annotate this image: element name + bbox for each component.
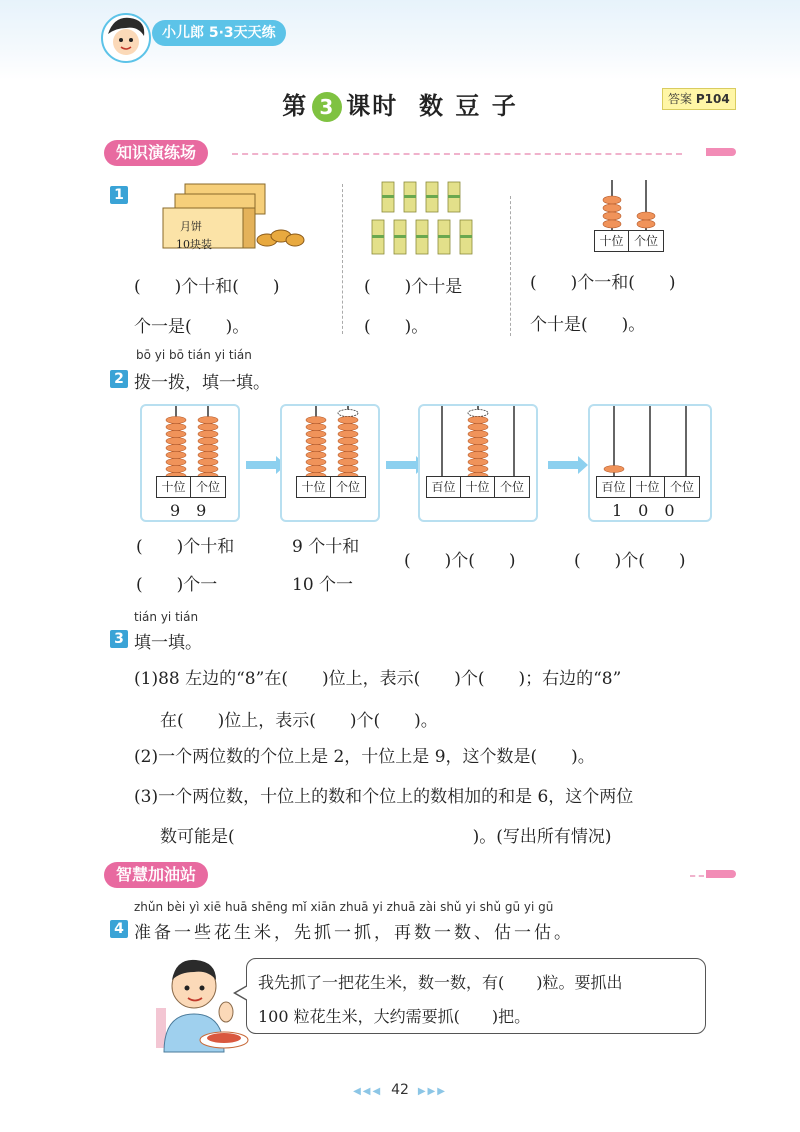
pencil-icon — [706, 148, 736, 156]
page-number: 42 — [391, 1082, 409, 1098]
place-label: 十位 — [157, 477, 191, 497]
place-label: 个位 — [195, 480, 220, 494]
bubble-line1: 我先抓了一把花生米，数一数，有( )粒。要抓出 — [258, 973, 623, 992]
place-label: 个位 — [633, 234, 658, 248]
place-label: 十位 — [595, 231, 629, 251]
q3-sub1-line2: 在( )位上，表示( )个( )。 — [160, 711, 438, 731]
place-value-box — [426, 476, 530, 498]
box-label-1: 月饼 — [180, 220, 202, 233]
left-arrows-icon: ◀◀◀ — [353, 1086, 383, 1097]
q3-pinyin: tián yi tián — [134, 610, 199, 624]
abacus-beads — [596, 406, 704, 476]
title-prefix: 第 — [282, 92, 309, 120]
title-suffix: 课时 — [346, 92, 399, 120]
q2-answer4: ( )个( ) — [574, 551, 686, 571]
answer-page-tag[interactable] — [662, 88, 736, 110]
place-value-box — [594, 230, 664, 252]
stick-bundles-illustration — [368, 180, 488, 260]
brand-label: 小儿郎 5·3天天练 — [152, 20, 286, 46]
question-number: 1 — [110, 186, 128, 204]
section-divider — [232, 153, 682, 155]
boy-with-peanuts-illustration — [150, 948, 250, 1056]
q1a-line2: 个一是( )。 — [134, 317, 250, 337]
answer-label: 答案 — [668, 92, 693, 106]
place-label: 十位 — [297, 477, 331, 497]
q3-sub1-line1: (1)88 左边的“8”在( )位上，表示( )个( )；右边的“8” — [134, 669, 622, 689]
arrow-right-icon — [548, 461, 578, 469]
place-value-box — [156, 476, 226, 498]
question-number: 2 — [110, 370, 128, 388]
place-label: 百位 — [597, 477, 631, 497]
section-divider — [690, 875, 704, 877]
q2-text: 拨一拨，填一填。 — [134, 373, 270, 393]
q4-text: 准备一些花生米，先抓一抓，再数一数、估一估。 — [134, 923, 574, 943]
abacus-beads — [594, 178, 664, 230]
digits-readout: 9 9 — [170, 501, 207, 520]
section-wisdom: 智慧加油站 — [104, 862, 208, 888]
q3-sub3-line1: (3)一个两位数，十位上的数和个位上的数相加的和是 6，这个两位 — [134, 787, 634, 807]
abacus-beads — [288, 406, 372, 476]
digits-readout: 1 0 0 — [612, 501, 675, 520]
arrow-right-icon — [386, 461, 416, 469]
pencil-icon — [706, 870, 736, 878]
right-arrows-icon: ▶▶▶ — [417, 1086, 447, 1097]
place-label: 十位 — [461, 477, 495, 497]
bubble-line2: 100 粒花生米，大约需要抓( )把。 — [258, 1007, 531, 1026]
page-footer — [0, 1082, 800, 1098]
q1b-line2: ( )。 — [364, 317, 429, 337]
column-divider — [342, 184, 343, 334]
q2-answer1-line2: ( )个一 — [136, 575, 218, 595]
lesson-number: 3 — [312, 92, 342, 122]
box-label-2: 10块装 — [176, 238, 212, 251]
mascot-icon — [100, 12, 152, 64]
arrow-right-icon — [246, 461, 276, 469]
q1c-line2: 个十是( )。 — [530, 315, 646, 335]
answer-page: P104 — [695, 92, 730, 106]
q4-pinyin: zhǔn bèi yì xiē huā shēng mǐ xiān zhuā yi zhuā zài shǔ yi shǔ gū yi gū — [134, 900, 554, 914]
abacus-beads — [148, 406, 232, 476]
section-knowledge: 知识演练场 — [104, 140, 208, 166]
question-number: 4 — [110, 920, 128, 938]
q2-answer3: ( )个( ) — [404, 551, 516, 571]
q1b-line1: ( )个十是 — [364, 277, 463, 297]
q2-answer2-line1: 9 个十和 — [292, 537, 360, 557]
abacus-beads — [424, 406, 532, 476]
q3-sub3-line2: 数可能是( )。(写出所有情况) — [160, 827, 612, 847]
q3-sub2: (2)一个两位数的个位上是 2，十位上是 9，这个数是( )。 — [134, 747, 595, 767]
title-main: 数 豆 子 — [419, 92, 518, 120]
q2-pinyin: bō yi bō tián yi tián — [136, 348, 252, 362]
place-value-box — [296, 476, 366, 498]
place-label: 个位 — [335, 480, 360, 494]
q1a-line1: ( )个十和( ) — [134, 277, 280, 297]
place-value-box — [596, 476, 700, 498]
place-label: 百位 — [427, 477, 461, 497]
column-divider — [510, 196, 511, 336]
place-label: 个位 — [499, 480, 524, 494]
q2-answer2-line2: 10 个一 — [292, 575, 354, 595]
place-label: 十位 — [631, 477, 665, 497]
q3-text: 填一填。 — [134, 633, 202, 653]
q1c-line1: ( )个一和( ) — [530, 273, 676, 293]
place-label: 个位 — [669, 480, 694, 494]
question-number: 3 — [110, 630, 128, 648]
q2-answer1-line1: ( )个十和 — [136, 537, 235, 557]
